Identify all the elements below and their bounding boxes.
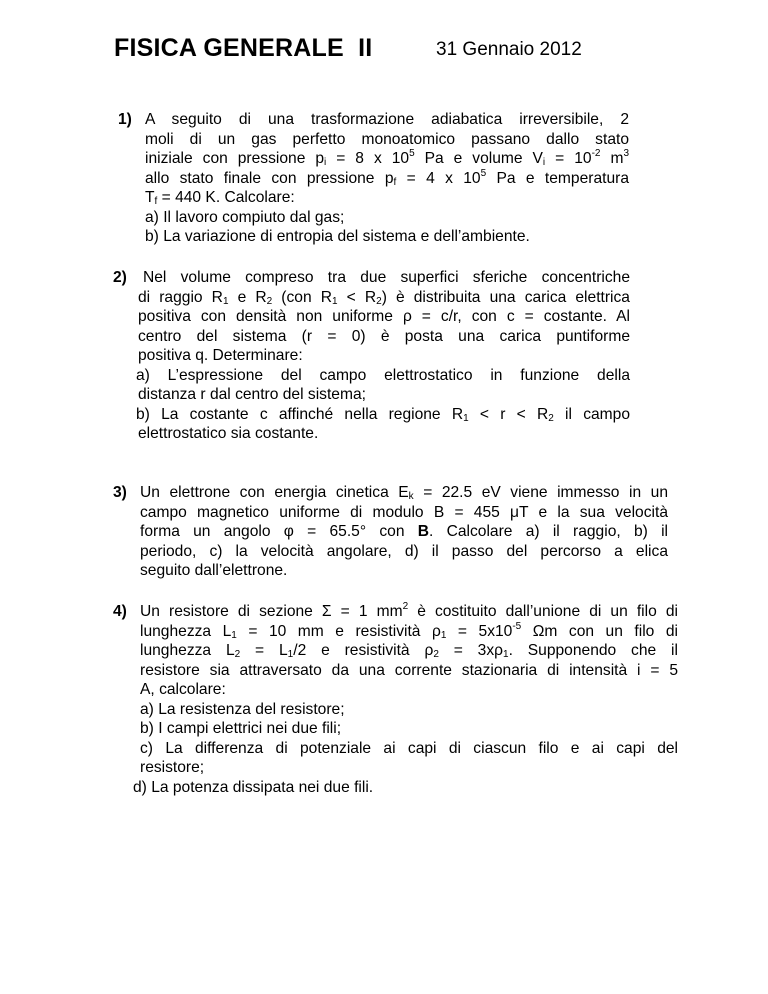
problem-number: 4) [113, 603, 127, 620]
exam-date: 31 Gennaio 2012 [436, 39, 582, 60]
text-line: A seguito di una trasformazione adiabatica irreversibile, 2 [145, 111, 629, 128]
text-line: $T_f = 440$ K. Calcolare: [145, 189, 295, 207]
text-line: seguito dall’elettrone. [140, 562, 288, 579]
text-line: iniziale con pressione $p_i = 8$ x $10^5$ Pa e volume $V_i = 10^{-2}$ $m^3$ [145, 148, 629, 168]
list-item: a) L’espressione del campo elettrostatico in funzione della [136, 366, 630, 384]
problem-text [145, 110, 629, 247]
list-item: d) La potenza dissipata nei due fili. [133, 778, 374, 796]
problem-text [136, 268, 630, 444]
text-line: positiva con densità non uniforme ρ = c/r, con c = costante. Al [138, 308, 630, 325]
text-line: moli di un gas perfetto monoatomico passano dallo stato [145, 130, 629, 148]
list-item: b) I campi elettrici nei due fili; [140, 720, 342, 737]
list-item: b) La costante c affinché nella regione $R_1 < r < R_2$ il campo [136, 405, 630, 424]
problem-number: 3) [113, 484, 127, 501]
text-line: campo magnetico uniforme di modulo B = 455 μT e la sua velocità [140, 503, 668, 521]
problem-number: 2) [113, 269, 127, 286]
text-line: Nel volume compreso tra due superfici sferiche concentriche [143, 269, 630, 286]
problem-number: 1) [118, 111, 132, 128]
text-line: allo stato finale con pressione $p_f = 4$ x $10^5$ Pa e temperatura [145, 167, 629, 188]
text-line: di raggio $R_1$ e $R_2$ (con $R_1 < R_2$) è distribuita una carica elettrica [138, 288, 630, 307]
document-title: FISICA GENERALE II [114, 34, 373, 62]
list-item: c) La differenza di potenziale ai capi di ciascun filo e ai capi del [140, 739, 678, 757]
text-line: resistore; [140, 759, 205, 776]
text-line: lunghezza $L_2 = L_1/2$ e resistività $\rho_2 = 3x\rho_1$. Supponendo che il [140, 642, 678, 660]
list-item: b) La variazione di entropia del sistema e dell’ambiente. [145, 228, 530, 245]
text-line: centro del sistema (r = 0) è posta una carica puntiforme [138, 327, 630, 345]
problem-text [133, 601, 678, 797]
problem-text [140, 483, 668, 581]
text-line: Un elettrone con energia cinetica $E_k = 22.5$ eV viene immesso in un [140, 484, 668, 502]
list-item: a) La resistenza del resistore; [140, 700, 345, 718]
text-line: periodo, c) la velocità angolare, d) il passo del percorso a elica [140, 542, 668, 560]
list-item: a) Il lavoro compiuto dal gas; [145, 208, 345, 226]
text-line: forma un angolo φ = 65.5° con B. Calcolare a) il raggio, b) il [140, 523, 668, 540]
text-line: A, calcolare: [140, 681, 226, 698]
text-line: resistore sia attraversato da una corrente stazionaria di intensità i = 5 [140, 661, 678, 679]
text-line: distanza r dal centro del sistema; [138, 386, 366, 403]
text-line: lunghezza $L_1 = 10$ mm e resistività $\rho_1 = 5x10^{-5}$ Ωm con un filo di [140, 620, 678, 641]
text-line: positiva q. Determinare: [138, 347, 303, 364]
text-line: Un resistore di sezione Σ = 1 $mm^2$ è costituito dall’unione di un filo di [140, 601, 678, 620]
text-line: elettrostatico sia costante. [138, 425, 319, 442]
